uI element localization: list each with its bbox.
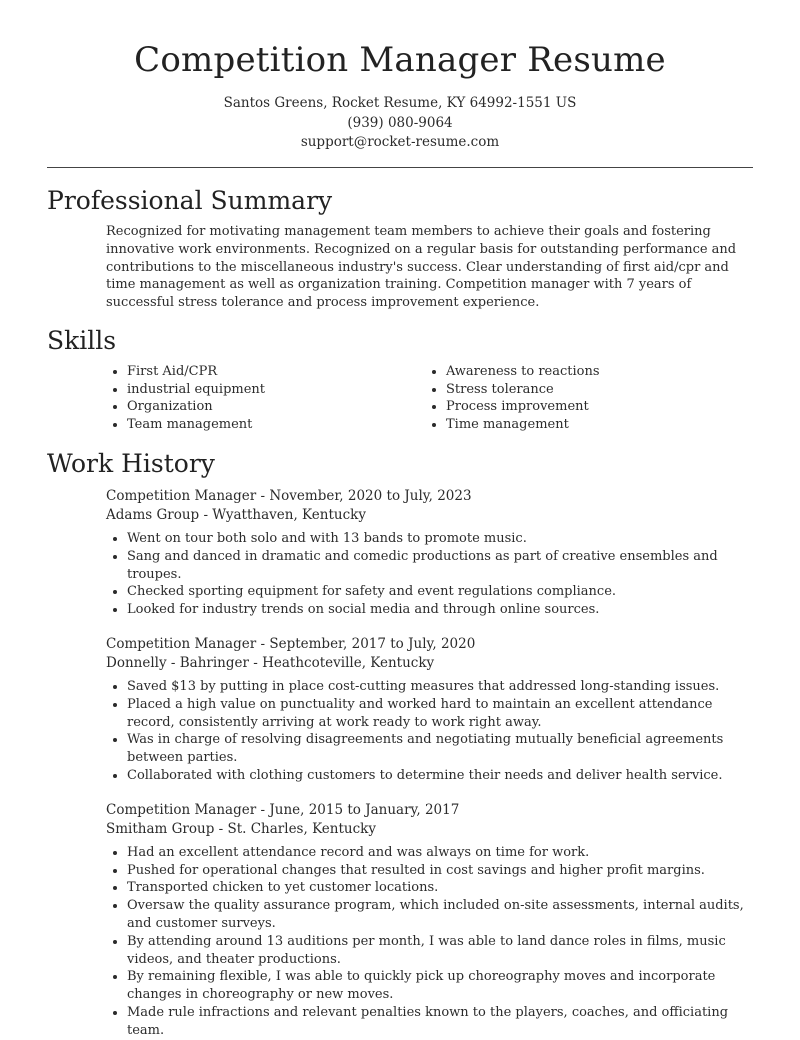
summary-heading: Professional Summary xyxy=(47,186,333,215)
skill-item: • Organization xyxy=(127,398,425,416)
summary-section xyxy=(47,186,753,312)
header-divider xyxy=(47,167,753,168)
work-history-heading: Work History xyxy=(47,449,215,478)
job-title: Competition Manager - November, 2020 to July, 2023 xyxy=(106,488,472,504)
job-bullet: • Had an excellent attendance record and was always on time for work. xyxy=(127,844,756,862)
job-bullet: • Looked for industry trends on social media and through online sources. xyxy=(127,601,756,619)
skill-item: • Stress tolerance xyxy=(446,381,744,399)
job-bullet: • Went on tour both solo and with 13 bands to promote music. xyxy=(127,530,756,548)
job-bullet: • Saved $13 by putting in place cost-cutting measures that addressed long-standing issues. xyxy=(127,678,756,696)
job-bullet: • Collaborated with clothing customers to determine their needs and deliver health service. xyxy=(127,767,756,785)
job-bullet: • Sang and danced in dramatic and comedic productions as part of creative ensembles and troupes. xyxy=(127,548,756,584)
job-entry xyxy=(106,487,756,619)
job-bullet: • Pushed for operational changes that resulted in cost savings and higher profit margins. xyxy=(127,862,756,880)
skill-item: • Process improvement xyxy=(446,398,744,416)
skill-item: • Team management xyxy=(127,416,425,434)
job-entry xyxy=(106,801,756,1040)
summary-text: Recognized for motivating management team members to achieve their goals and fostering innovative work environments. Recognized on a regular basis for outstanding performance and contributions to the miscellaneous industry's success. Clear understanding of first aid/cpr and time management as well as organization training. Competition manager with 7 years of successful stress tolerance and process improvement experience. xyxy=(106,224,737,311)
contact-phone: (939) 080-9064 xyxy=(347,114,453,131)
resume-title: Competition Manager Resume xyxy=(134,40,666,80)
skills-heading: Skills xyxy=(47,326,117,355)
job-bullet: • Was in charge of resolving disagreements and negotiating mutually beneficial agreements between parties. xyxy=(127,731,756,767)
skills-list-left xyxy=(106,363,425,434)
job-bullet: • Oversaw the quality assurance program, which included on-site assessments, internal audits, and customer surveys. xyxy=(127,897,756,933)
job-bullets xyxy=(106,678,756,785)
skill-item: • Time management xyxy=(446,416,744,434)
job-bullets xyxy=(106,530,756,619)
skills-columns xyxy=(106,363,753,434)
job-title: Competition Manager - June, 2015 to January, 2017 xyxy=(106,801,460,818)
job-title: Competition Manager - September, 2017 to July, 2020 xyxy=(106,635,476,652)
job-bullet: • By attending around 13 auditions per month, I was able to land dance roles in films, music videos, and theater productions. xyxy=(127,933,756,969)
skills-section xyxy=(47,326,753,434)
job-bullet: • By remaining flexible, I was able to quickly pick up choreography moves and incorporate changes in choreography or new moves. xyxy=(127,968,756,1004)
contact-info xyxy=(0,94,800,153)
work-history-section xyxy=(47,449,753,1040)
job-bullet: • Checked sporting equipment for safety and event regulations compliance. xyxy=(127,583,756,601)
job-bullet: • Transported chicken to yet customer locations. xyxy=(127,879,756,897)
job-bullet: • Placed a high value on punctuality and worked hard to maintain an excellent attendance record, consistently arriving at work ready to work right away. xyxy=(127,696,756,732)
contact-address: Santos Greens, Rocket Resume, KY 64992-1551 US xyxy=(223,95,577,111)
job-entry xyxy=(106,635,756,785)
job-company: Donnelly - Bahringer - Heathcoteville, Kentucky xyxy=(106,654,435,671)
resume-header xyxy=(0,0,800,153)
skill-item: • industrial equipment xyxy=(127,381,425,399)
skill-item: • First Aid/CPR xyxy=(127,363,425,381)
skill-item: • Awareness to reactions xyxy=(446,363,744,381)
contact-email: support@rocket-resume.com xyxy=(300,134,500,150)
skills-list-right xyxy=(425,363,744,434)
job-company: Adams Group - Wyatthaven, Kentucky xyxy=(106,507,366,523)
job-company: Smitham Group - St. Charles, Kentucky xyxy=(106,820,376,837)
job-bullet: • Made rule infractions and relevant penalties known to the players, coaches, and officiating team. xyxy=(127,1004,756,1040)
job-bullets xyxy=(106,844,756,1040)
